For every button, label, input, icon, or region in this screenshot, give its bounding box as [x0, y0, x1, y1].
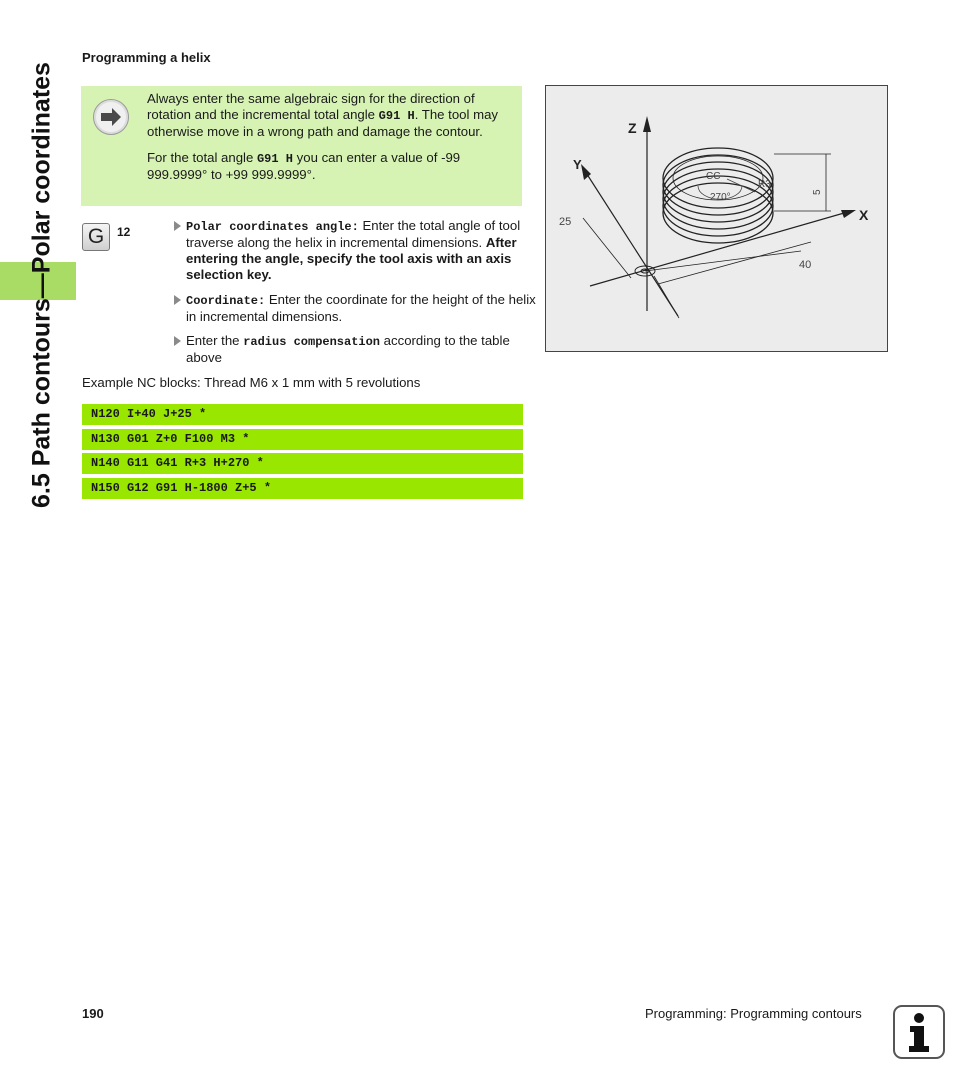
- info-icon[interactable]: [893, 1005, 945, 1059]
- y-dimension: 25: [559, 216, 572, 228]
- nc-block: N140 G11 G41 R+3 H+270 *: [82, 453, 523, 474]
- example-caption: Example NC blocks: Thread M6 x 1 mm with 5 revolutions: [82, 375, 421, 390]
- nc-block: N130 G01 Z+0 F100 M3 *: [82, 429, 523, 450]
- cc-label: CC: [706, 171, 721, 182]
- step-polar-angle: Polar coordinates angle: Enter the total angle of tool traverse along the helix in incremental dimensions. After entering the angle, specify the tool axis with an axis selection key.: [174, 218, 536, 283]
- step-arrow-icon: [174, 336, 181, 346]
- z-axis-arrow: [643, 116, 651, 132]
- note-text: Always enter the same algebraic sign for the direction of rotation and the incremental total angle G91 H. The tool may otherwise move in a wrong path and damage the contour. For the total angle G91 H you can enter a value of -99 999.9999° to +99 999.9999°.: [147, 91, 499, 182]
- x-dimension: 40: [799, 259, 812, 271]
- nc-block: N150 G12 G91 H-1800 Z+5 *: [82, 478, 523, 499]
- page-number: 190: [82, 1006, 104, 1021]
- angle-label: 270°: [710, 192, 731, 203]
- g-key-button[interactable]: G: [82, 223, 110, 251]
- footer-text: Programming: Programming contours: [645, 1006, 862, 1021]
- step-arrow-icon: [174, 221, 181, 231]
- note-box: [81, 86, 522, 206]
- g-function-number: 12: [117, 225, 131, 239]
- radius-label: R3: [758, 179, 771, 190]
- step-coordinate: Coordinate: Enter the coordinate for the height of the helix in incremental dimensions.: [174, 292, 536, 325]
- step-arrow-icon: [174, 295, 181, 305]
- z-axis-label: Z: [628, 120, 637, 136]
- height-dimension: 5: [812, 189, 823, 195]
- axes: [583, 121, 851, 316]
- section-heading: Programming a helix: [82, 50, 211, 65]
- step-radius-compensation: Enter the radius compensation according to the table above: [174, 333, 536, 366]
- helix-diagram: [545, 85, 888, 352]
- arrow-right-icon: [93, 99, 129, 135]
- nc-block: N120 I+40 J+25 *: [82, 404, 523, 425]
- x-axis-label: X: [859, 207, 869, 223]
- y-axis-label: Y: [573, 157, 582, 172]
- x-axis-arrow: [841, 210, 856, 218]
